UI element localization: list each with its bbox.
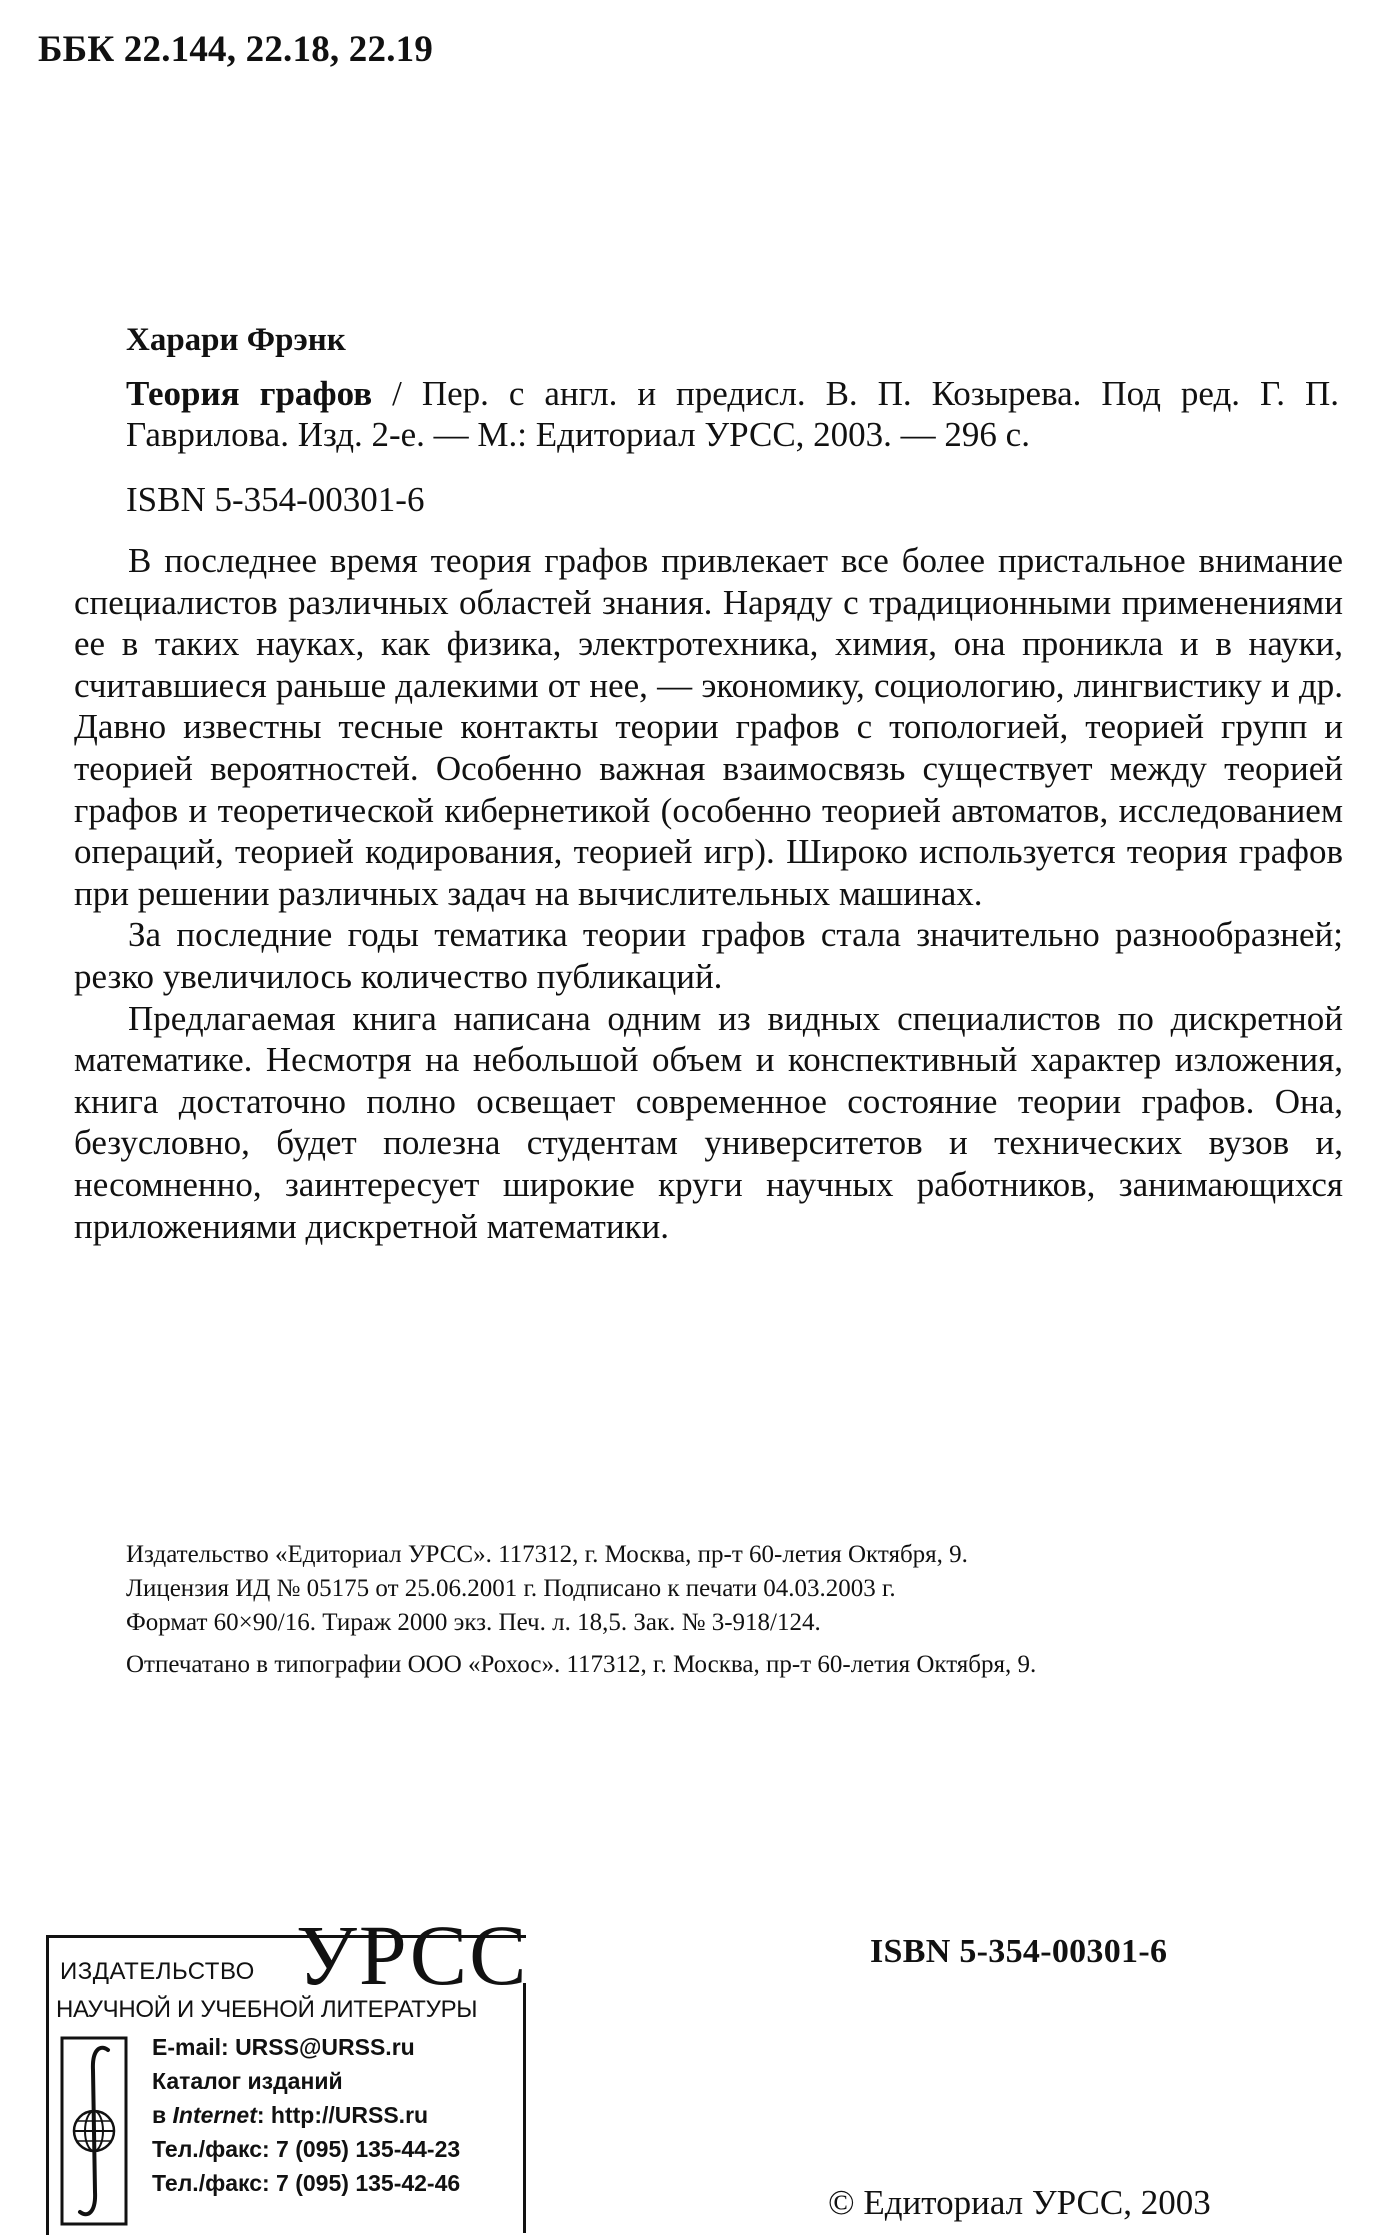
bibliographic-details: / Пер. с англ. и предисл. В. П. Козырева. Под ред. Г. П. Гаврилова. Изд. 2-е. — М.: Едиториал УРСС, 2003. — 296 с.: [126, 374, 1340, 454]
publisher-logo-divider: [523, 1983, 526, 2233]
annotation-paragraph: За последние годы тематика теории графов стала значительно разнообразней; резко увеличилось количество публикаций.: [74, 915, 1343, 996]
isbn-bottom: ISBN 5-354-00301-6: [870, 1933, 1168, 1970]
bibliographic-record: [126, 373, 1339, 455]
bbk-classification: ББК 22.144, 22.18, 22.19: [38, 29, 434, 70]
annotation: [74, 540, 1343, 1247]
book-title: Теория графов: [126, 374, 373, 413]
annotation-paragraph: Предлагаемая книга написана одним из видных специалистов по дискретной математике. Несмотря на небольшой объем и конспективный характер изложения, книга достаточно полно освещает современное состояние теории графов. Она, безусловно, будет полезна студентам университетов и технических вузов и, несомненно, заинтересует широкие круги научных работников, занимающихся приложениями дискретной математики.: [74, 998, 1343, 1246]
publisher-catalog-label: Каталог изданий: [152, 2068, 343, 2094]
publisher-website: [152, 2098, 460, 2132]
imprint-printer-line: Отпечатано в типографии ООО «Рохос». 117312, г. Москва, пр-т 60-летия Октября, 9.: [126, 1651, 1037, 1678]
globe-integral-icon: [60, 2036, 128, 2226]
publisher-contacts: [152, 2030, 460, 2200]
publisher-email: E-mail: URSS@URSS.ru: [152, 2034, 415, 2060]
imprint-block: [126, 1538, 1286, 1682]
publisher-label: ИЗДАТЕЛЬСТВО: [60, 1958, 255, 1985]
imprint-license-line: Лицензия ИД № 05175 от 25.06.2001 г. Подписано к печати 04.03.2003 г.: [126, 1575, 896, 1602]
annotation-paragraph: В последнее время теория графов привлекает все более пристальное внимание специалистов различных областей знания. Наряду с традиционными применениями ее в таких науках, как физика, электротехника, химия, она проникла и в науки, считавшиеся раньше далекими от нее, — экономику, социологию, лингвистику и др. Давно известны тесные контакты теории графов с топологией, теорией групп и теорией вероятностей. Особенно важная взаимосвязь существует между теорией графов и теоретической кибернетикой (особенно теорией автоматов, исследованием операций, теорией кодирования, теорией игр). Широко используется теория графов при решении различных задач на вычислительных машинах.: [74, 541, 1343, 913]
website-internet-word: Internet: [172, 2102, 257, 2128]
imprint-format-line: Формат 60×90/16. Тираж 2000 экз. Печ. л. 18,5. Зак. № 3-918/124.: [126, 1609, 821, 1636]
website-url: : http://URSS.ru: [256, 2102, 429, 2128]
author-name: Харари Фрэнк: [126, 322, 346, 358]
publisher-phone: Тел./факс: 7 (095) 135-44-23: [152, 2136, 461, 2162]
imprint-publisher-line: Издательство «Едиториал УРСС». 117312, г. Москва, пр-т 60-летия Октября, 9.: [126, 1541, 968, 1568]
copyright-notice: © Едиториал УРСС, 2003: [828, 2183, 1211, 2222]
isbn-line: ISBN 5-354-00301-6: [126, 480, 425, 519]
publisher-subtitle: НАУЧНОЙ И УЧЕБНОЙ ЛИТЕРАТУРЫ: [56, 1996, 478, 2023]
website-prefix: в: [152, 2102, 173, 2128]
publisher-phone: Тел./факс: 7 (095) 135-42-46: [152, 2170, 461, 2196]
publisher-brand: УРСС: [296, 1907, 529, 2003]
